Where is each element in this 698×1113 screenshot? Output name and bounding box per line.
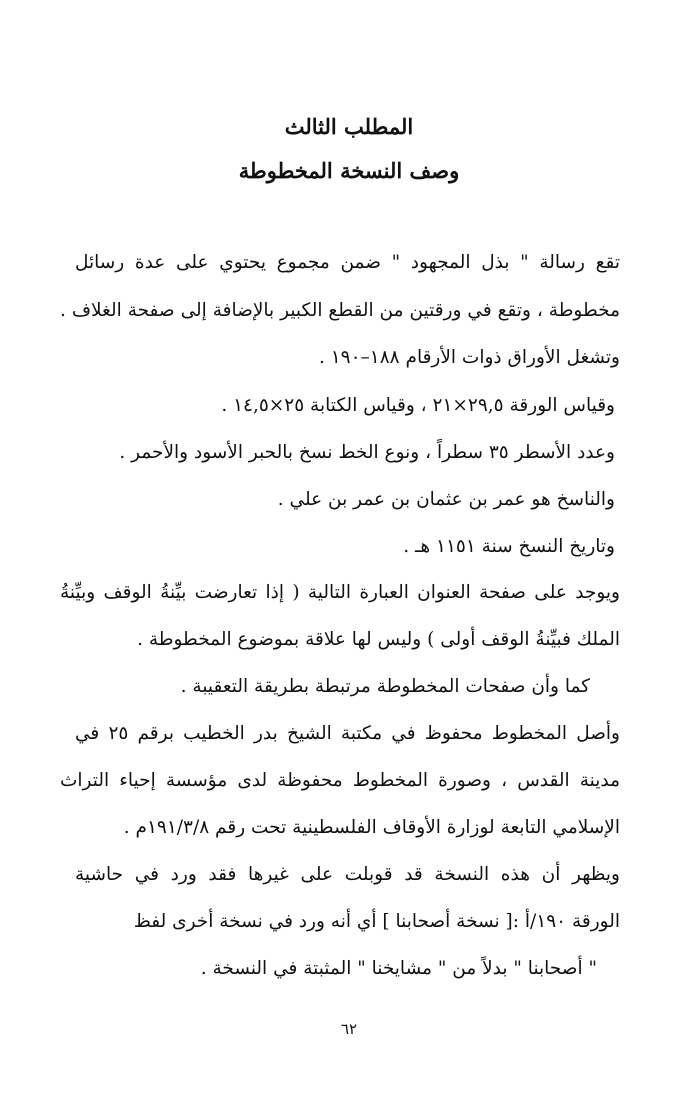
- text-line: ويظهر أن هذه النسخة قد قوبلت على غيرها فقد ورد في حاشية: [75, 864, 620, 885]
- section-subheading: وصف النسخة المخطوطة: [238, 158, 460, 183]
- text-line: مخطوطة ، وتقع في ورقتين من القطع الكبير بالإضافة إلى صفحة الغلاف .: [60, 300, 620, 321]
- text-line: الإسلامي التابعة لوزارة الأوقاف الفلسطينية تحت رقم ١٩١/٣/٨م .: [123, 817, 620, 838]
- text-line: تقع رسالة " بذل المجهود " ضمن مجموع يحتوي على عدة رسائل: [75, 252, 620, 273]
- text-line: وتاريخ النسخ سنة ١١٥١ هـ .: [403, 536, 615, 557]
- text-line: " أصحابنا " بدلاً من " مشايخنا " المثبتة في النسخة .: [200, 958, 597, 979]
- text-line: كما وأن صفحات المخطوطة مرتبطة بطريقة التعقيبة .: [180, 676, 590, 697]
- section-heading: المطلب الثالث: [284, 114, 414, 139]
- text-line: وتشغل الأوراق ذوات الأرقام ١٨٨–١٩٠ .: [318, 347, 620, 368]
- text-line: مدينة القدس ، وصورة المخطوط محفوظة لدى مؤسسة إحياء التراث: [60, 770, 620, 791]
- text-line: الملك فبيِّنةُ الوقف أولى ) وليس لها علاقة بموضوع المخطوطة .: [137, 629, 620, 650]
- text-line: والناسخ هو عمر بن عثمان بن عمر بن علي .: [277, 489, 615, 510]
- text-line: ويوجد على صفحة العنوان العبارة التالية ( إذا تعارضت بيِّنةُ الوقف وبيِّنةُ: [60, 582, 620, 603]
- text-line: وأصل المخطوط محفوظ في مكتبة الشيخ بدر الخطيب برقم ٢٥ في: [75, 723, 620, 744]
- text-line: وعدد الأسطر ٣٥ سطراً ، ونوع الخط نسخ بالحبر الأسود والأحمر .: [119, 442, 615, 463]
- page-number: ٦٢: [340, 1020, 358, 1038]
- text-line: وقياس الورقة ٢٩,٥×٢١ ، وقياس الكتابة ٢٥×١٤,٥ .: [221, 395, 615, 416]
- text-line: الورقة ١٩٠/أ :[ نسخة أصحابنا ] أي أنه ورد في نسخة أخرى لفظ: [133, 911, 620, 932]
